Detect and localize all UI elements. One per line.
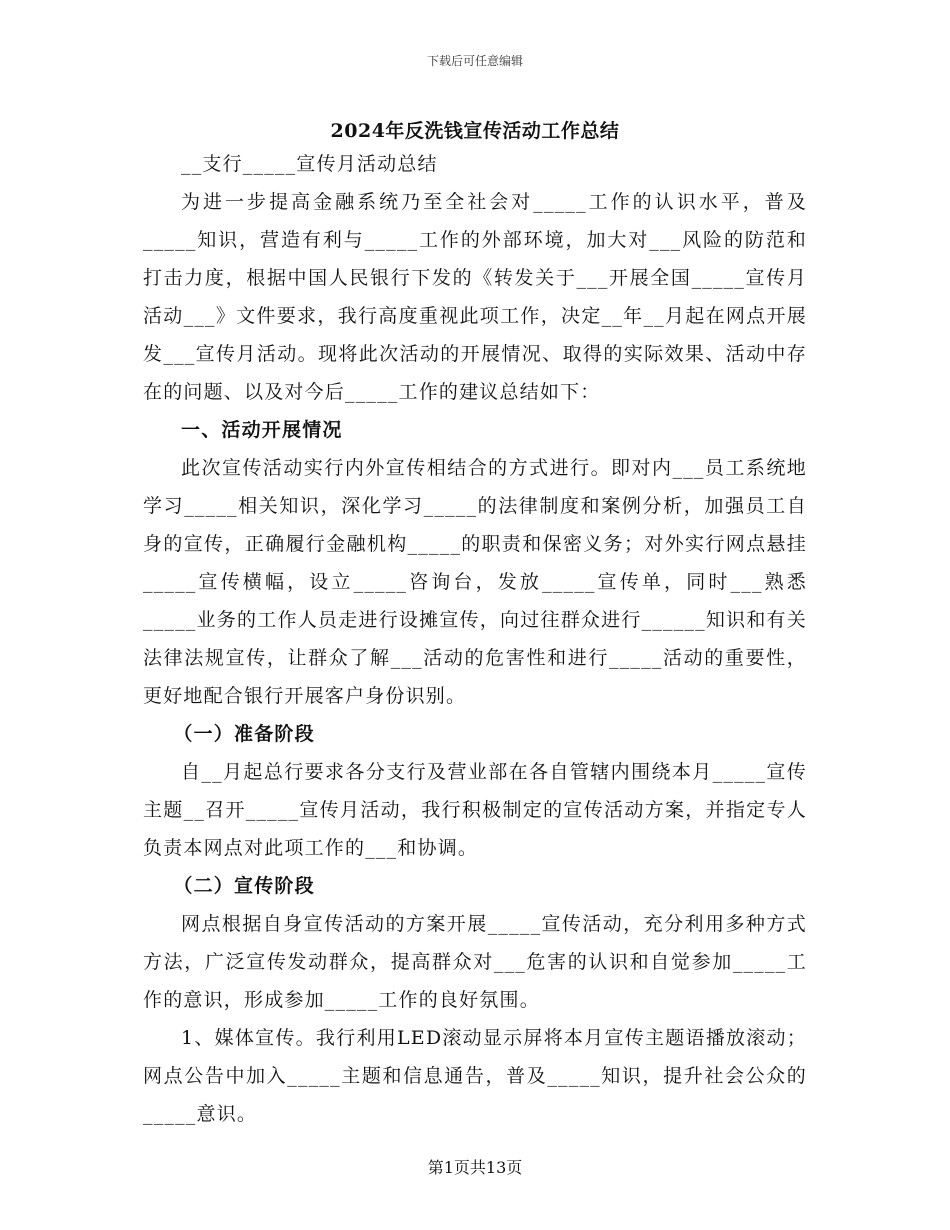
paragraph-media: 1、媒体宣传。我行利用LED滚动显示屏将本月宣传主题语播放滚动；网点公告中加入_____主题和信息通告，普及_____知识，提升社会公众的_____意识。 — [143, 1027, 807, 1125]
paragraph-prep: 自__月起总行要求各分支行及营业部在各自管辖内围绕本月_____宣传主题__召开_____宣传月活动，我行积极制定的宣传活动方案，并指定专人负责本网点对此项工作的___和协调。 — [143, 761, 807, 859]
section-heading-1: 一、活动开展情况 — [181, 419, 343, 441]
paragraph-subtitle: __支行_____宣传月活动总结 — [181, 153, 438, 175]
paragraph-promo: 网点根据自身宣传活动的方案开展_____宣传活动，充分利用多种方式方法，广泛宣传发动群众，提高群众对___危害的认识和自觉参加_____工作的意识，形成参加_____工作的良好氛围。 — [143, 913, 807, 1011]
document-body — [143, 145, 807, 1133]
document-title: 2024年反洗钱宣传活动工作总结 — [330, 120, 620, 142]
paragraph-activity: 此次宣传活动实行内外宣传相结合的方式进行。即对内___员工系统地学习_____相关知识，深化学习_____的法律制度和案例分析，加强员工自身的宣传，正确履行金融机构_____的职责和保密义务；对外实行网点悬挂_____宣传横幅，设立_____咨询台，发放_____宣传单，同时___熟悉_____业务的工作人员走进行设摊宣传，向过往群众进行______知识和有关法律法规宣传，让群众了解___活动的危害性和进行_____活动的重要性，更好地配合银行开展客户身份识别。 — [143, 457, 807, 707]
subsection-heading-prep: （一）准备阶段 — [173, 723, 315, 745]
page-header: 下载后可任意编辑 — [426, 54, 523, 68]
paragraph-intro: 为进一步提高金融系统乃至全社会对_____工作的认识水平，普及_____知识，营造有利与_____工作的外部环境，加大对___风险的防范和打击力度，根据中国人民银行下发的《转发关于___开展全国_____宣传月活动___》文件要求，我行高度重视此项工作，决定__年__月起在网点开展发___宣传月活动。现将此次活动的开展情况、取得的实际效果、活动中存在的问题、以及对今后_____工作的建议总结如下： — [143, 191, 807, 403]
subsection-heading-promo: （二）宣传阶段 — [173, 875, 315, 897]
page-footer: 第1页共13页 — [427, 1158, 523, 1177]
